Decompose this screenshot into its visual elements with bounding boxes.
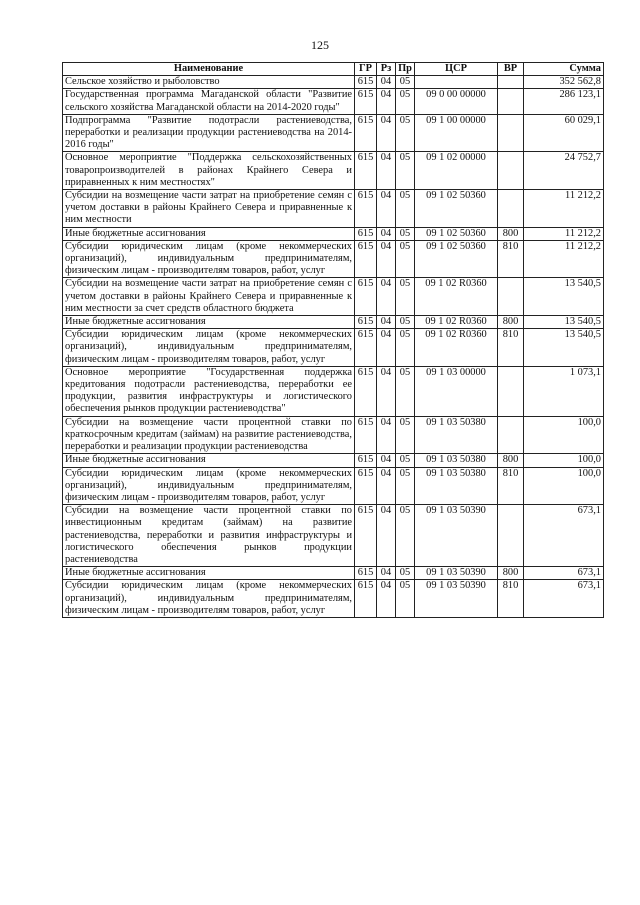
cell-vr [498,505,524,567]
cell-pr: 05 [396,227,415,240]
cell-sum: 352 562,8 [524,76,604,89]
cell-pr: 05 [396,416,415,454]
header-rz: Рз [377,63,396,76]
table-row [63,114,604,152]
cell-gr: 615 [355,152,377,190]
cell-rz: 04 [377,580,396,618]
cell-csr: 09 1 03 50380 [415,454,498,467]
cell-name: Иные бюджетные ассигнования [63,227,355,240]
cell-csr: 09 1 02 R0360 [415,278,498,316]
header-csr: ЦСР [415,63,498,76]
cell-gr: 615 [355,366,377,416]
cell-rz: 04 [377,190,396,228]
cell-sum: 13 540,5 [524,316,604,329]
cell-sum: 60 029,1 [524,114,604,152]
cell-csr: 09 1 02 R0360 [415,316,498,329]
table-row [63,454,604,467]
cell-sum: 24 752,7 [524,152,604,190]
cell-gr: 615 [355,316,377,329]
cell-vr [498,152,524,190]
cell-name: Субсидии на возмещение части процентной ставки по краткосрочным кредитам (займам) на развитие растениеводства, переработки и реализации продукции растениеводства [63,416,355,454]
cell-vr: 800 [498,316,524,329]
cell-gr: 615 [355,89,377,114]
cell-gr: 615 [355,580,377,618]
cell-rz: 04 [377,454,396,467]
cell-sum: 100,0 [524,467,604,505]
cell-csr: 09 1 03 50380 [415,467,498,505]
cell-name: Подпрограмма "Развитие подотрасли растениеводства, переработки и реализации продукции растениеводства на 2014-2016 годы" [63,114,355,152]
cell-csr: 09 0 00 00000 [415,89,498,114]
cell-gr: 615 [355,454,377,467]
cell-gr: 615 [355,467,377,505]
cell-name: Субсидии юридическим лицам (кроме некоммерческих организаций), индивидуальным предпринимателям, физическим лицам - производителям товаров, работ, услуг [63,580,355,618]
cell-vr: 810 [498,580,524,618]
cell-rz: 04 [377,329,396,367]
cell-rz: 04 [377,240,396,278]
cell-vr: 810 [498,329,524,367]
cell-name: Иные бюджетные ассигнования [63,316,355,329]
cell-vr: 800 [498,567,524,580]
cell-name: Субсидии юридическим лицам (кроме некоммерческих организаций), индивидуальным предпринимателям, физическим лицам - производителям товаров, работ, услуг [63,240,355,278]
cell-gr: 615 [355,329,377,367]
cell-sum: 673,1 [524,505,604,567]
cell-rz: 04 [377,505,396,567]
header-gr: ГР [355,63,377,76]
cell-csr: 09 1 03 50390 [415,567,498,580]
table-row [63,416,604,454]
cell-rz: 04 [377,567,396,580]
cell-vr: 800 [498,454,524,467]
cell-name: Сельское хозяйство и рыболовство [63,76,355,89]
cell-vr [498,76,524,89]
cell-name: Иные бюджетные ассигнования [63,454,355,467]
cell-sum: 1 073,1 [524,366,604,416]
table-row [63,89,604,114]
page-number: 125 [311,38,329,52]
cell-name: Субсидии на возмещение части затрат на приобретение семян с учетом доставки в районы Крайнего Севера и приравненные к ним местности за счет средств областного бюджета [63,278,355,316]
cell-gr: 615 [355,227,377,240]
cell-sum: 11 212,2 [524,227,604,240]
cell-pr: 05 [396,316,415,329]
table-row [63,467,604,505]
cell-pr: 05 [396,76,415,89]
cell-gr: 615 [355,416,377,454]
cell-pr: 05 [396,567,415,580]
cell-gr: 615 [355,76,377,89]
cell-csr: 09 1 00 00000 [415,114,498,152]
cell-name: Субсидии юридическим лицам (кроме некоммерческих организаций), индивидуальным предпринимателям, физическим лицам - производителям товаров, работ, услуг [63,467,355,505]
table-row [63,240,604,278]
cell-csr: 09 1 02 00000 [415,152,498,190]
cell-pr: 05 [396,278,415,316]
table-row [63,567,604,580]
cell-name: Субсидии юридическим лицам (кроме некоммерческих организаций), индивидуальным предпринимателям, физическим лицам - производителям товаров, работ, услуг [63,329,355,367]
cell-vr: 810 [498,240,524,278]
cell-gr: 615 [355,505,377,567]
cell-name: Основное мероприятие "Государственная поддержка кредитования подотрасли растениеводства, переработки ее продукции, развития инфраструктуры и логистического обеспечения рынков продукции растениеводства" [63,366,355,416]
budget-table [62,62,604,618]
cell-name: Основное мероприятие "Поддержка сельскохозяйственных товаропроизводителей в районах Крайнего Севера и приравненных к ним местностях" [63,152,355,190]
cell-sum: 13 540,5 [524,278,604,316]
cell-pr: 05 [396,454,415,467]
cell-sum: 100,0 [524,454,604,467]
cell-csr: 09 1 03 50390 [415,505,498,567]
cell-vr [498,89,524,114]
cell-csr: 09 1 03 50390 [415,580,498,618]
cell-sum: 673,1 [524,567,604,580]
header-name: Наименование [63,63,355,76]
cell-csr [415,76,498,89]
table-row [63,329,604,367]
cell-vr [498,416,524,454]
table-row [63,76,604,89]
cell-vr [498,190,524,228]
cell-csr: 09 1 02 R0360 [415,329,498,367]
cell-pr: 05 [396,366,415,416]
table-row [63,505,604,567]
cell-gr: 615 [355,240,377,278]
cell-pr: 05 [396,89,415,114]
cell-pr: 05 [396,580,415,618]
table-row [63,580,604,618]
cell-vr: 810 [498,467,524,505]
cell-name: Субсидии на возмещение части затрат на приобретение семян с учетом доставки в районы Крайнего Севера и приравненные к ним местности [63,190,355,228]
cell-sum: 673,1 [524,580,604,618]
cell-vr [498,114,524,152]
cell-pr: 05 [396,467,415,505]
cell-pr: 05 [396,505,415,567]
cell-name: Иные бюджетные ассигнования [63,567,355,580]
cell-gr: 615 [355,114,377,152]
cell-vr [498,278,524,316]
header-vr: ВР [498,63,524,76]
cell-csr: 09 1 02 50360 [415,240,498,278]
cell-rz: 04 [377,416,396,454]
cell-rz: 04 [377,76,396,89]
cell-csr: 09 1 03 00000 [415,366,498,416]
cell-gr: 615 [355,278,377,316]
table-row [63,190,604,228]
cell-sum: 100,0 [524,416,604,454]
cell-pr: 05 [396,329,415,367]
header-pr: Пр [396,63,415,76]
table-row [63,366,604,416]
cell-sum: 13 540,5 [524,329,604,367]
table-row [63,316,604,329]
cell-sum: 11 212,2 [524,190,604,228]
cell-rz: 04 [377,467,396,505]
table-header-row [63,63,604,76]
cell-gr: 615 [355,567,377,580]
cell-pr: 05 [396,190,415,228]
cell-rz: 04 [377,316,396,329]
cell-rz: 04 [377,227,396,240]
table-body [63,76,604,618]
table-row [63,227,604,240]
cell-pr: 05 [396,114,415,152]
cell-rz: 04 [377,366,396,416]
cell-vr [498,366,524,416]
cell-csr: 09 1 02 50360 [415,227,498,240]
cell-csr: 09 1 03 50380 [415,416,498,454]
cell-vr: 800 [498,227,524,240]
cell-csr: 09 1 02 50360 [415,190,498,228]
cell-pr: 05 [396,152,415,190]
cell-name: Государственная программа Магаданской области "Развитие сельского хозяйства Магаданской области на 2014-2020 годы" [63,89,355,114]
cell-rz: 04 [377,152,396,190]
cell-rz: 04 [377,278,396,316]
table-row [63,152,604,190]
cell-pr: 05 [396,240,415,278]
cell-gr: 615 [355,190,377,228]
cell-rz: 04 [377,114,396,152]
cell-name: Субсидии на возмещение части процентной ставки по инвестиционным кредитам (займам) на развитие растениеводства, переработки и развития инфраструктуры и логистического обеспечения рынков продукции растениеводства [63,505,355,567]
cell-rz: 04 [377,89,396,114]
cell-sum: 286 123,1 [524,89,604,114]
table-row [63,278,604,316]
header-sum: Сумма [524,63,604,76]
cell-sum: 11 212,2 [524,240,604,278]
